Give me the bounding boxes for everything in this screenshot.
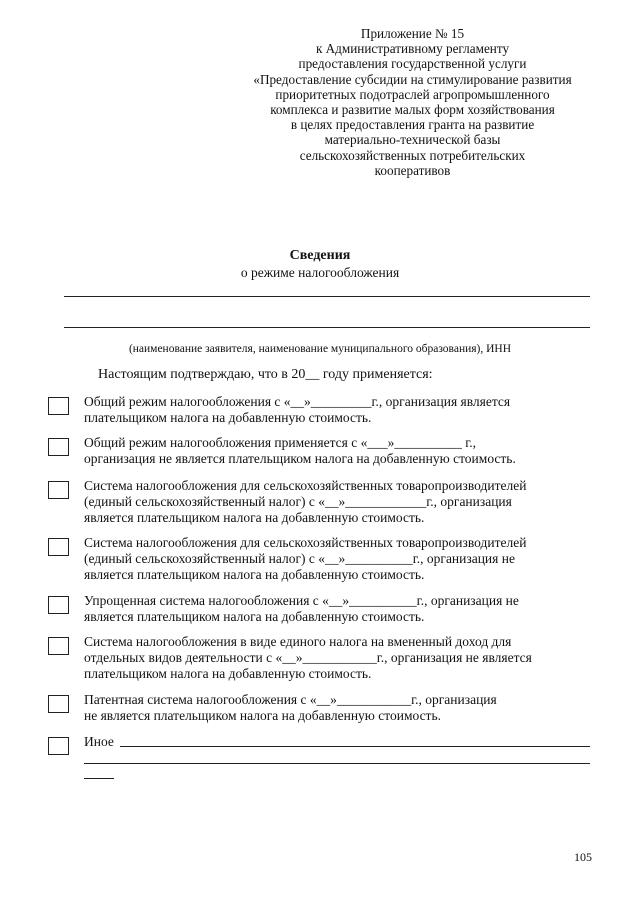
applicant-name-line-2[interactable] <box>64 327 590 328</box>
option-text <box>84 394 614 426</box>
appendix-line: Приложение № 15 <box>360 26 465 41</box>
appendix-header <box>200 26 625 178</box>
appendix-line: к Административному регламенту <box>315 41 510 57</box>
option-checkbox[interactable] <box>48 737 69 755</box>
option-text <box>84 593 614 625</box>
option-checkbox[interactable] <box>48 481 69 499</box>
page-number: 105 <box>574 850 592 864</box>
option-line: плательщиком налога на добавленную стоимость. <box>84 666 372 681</box>
option-line: является плательщиком налога на добавленную стоимость. <box>84 567 425 582</box>
option-line: (единый сельскохозяйственный налог) с «__»__________г., организация не <box>84 551 515 566</box>
other-fill-line[interactable] <box>120 746 590 747</box>
option-checkbox[interactable] <box>48 596 69 614</box>
intro-statement: Настоящим подтверждаю, что в 20__ году применяется: <box>98 367 433 382</box>
option-checkbox[interactable] <box>48 397 69 415</box>
option-checkbox[interactable] <box>48 637 69 655</box>
other-fill-line[interactable] <box>84 763 590 764</box>
option-line: отдельных видов деятельности с «__»___________г., организация не является <box>84 650 532 665</box>
other-fill-line[interactable] <box>84 778 114 779</box>
option-line: Иное <box>84 734 114 749</box>
option-checkbox[interactable] <box>48 438 69 456</box>
appendix-line: «Предоставление субсидии на стимулирование развития <box>253 71 572 87</box>
option-line: организация не является плательщиком налога на добавленную стоимость. <box>84 451 516 466</box>
option-line: Общий режим налогообложения применяется с «___»__________ г., <box>84 435 476 450</box>
option-line: Система налогообложения для сельскохозяйственных товаропроизводителей <box>84 535 527 550</box>
option-line: Упрощенная система налогообложения с «__»__________г., организация не <box>84 593 519 608</box>
applicant-name-line-1[interactable] <box>64 296 590 297</box>
option-line: является плательщиком налога на добавленную стоимость. <box>84 609 425 624</box>
option-text <box>84 478 614 526</box>
appendix-line: материально-технической базы <box>324 132 501 148</box>
appendix-line: кооперативов <box>374 162 451 178</box>
appendix-line: комплекса и развитие малых форм хозяйствования <box>270 102 555 118</box>
option-line: плательщиком налога на добавленную стоимость. <box>84 410 372 425</box>
option-line: является плательщиком налога на добавленную стоимость. <box>84 510 425 525</box>
applicant-caption: (наименование заявителя, наименование муниципального образования), ИНН <box>128 343 512 355</box>
document-subtitle: о режиме налогообложения <box>240 265 400 280</box>
option-line: не является плательщиком налога на добавленную стоимость. <box>84 708 441 723</box>
option-line: (единый сельскохозяйственный налог) с «__»____________г., организация <box>84 494 512 509</box>
option-text <box>84 634 614 682</box>
option-line: Патентная система налогообложения с «__»___________г., организация <box>84 692 497 707</box>
appendix-line: сельскохозяйственных потребительских <box>299 147 526 163</box>
option-text <box>84 435 614 467</box>
document-title: Сведения <box>289 248 351 263</box>
option-line: Система налогообложения для сельскохозяйственных товаропроизводителей <box>84 478 527 493</box>
option-line: Общий режим налогообложения с «__»_________г., организация является <box>84 394 511 409</box>
option-checkbox[interactable] <box>48 695 69 713</box>
option-text <box>84 535 614 583</box>
option-text <box>84 692 614 724</box>
appendix-line: приоритетных подотраслей агропромышленного <box>275 86 550 102</box>
appendix-line: предоставления государственной услуги <box>298 56 527 72</box>
appendix-line: в целях предоставления гранта на развитие <box>290 117 535 133</box>
option-text <box>84 734 614 750</box>
option-line: Система налогообложения в виде единого налога на вмененный доход для <box>84 634 512 649</box>
option-checkbox[interactable] <box>48 538 69 556</box>
